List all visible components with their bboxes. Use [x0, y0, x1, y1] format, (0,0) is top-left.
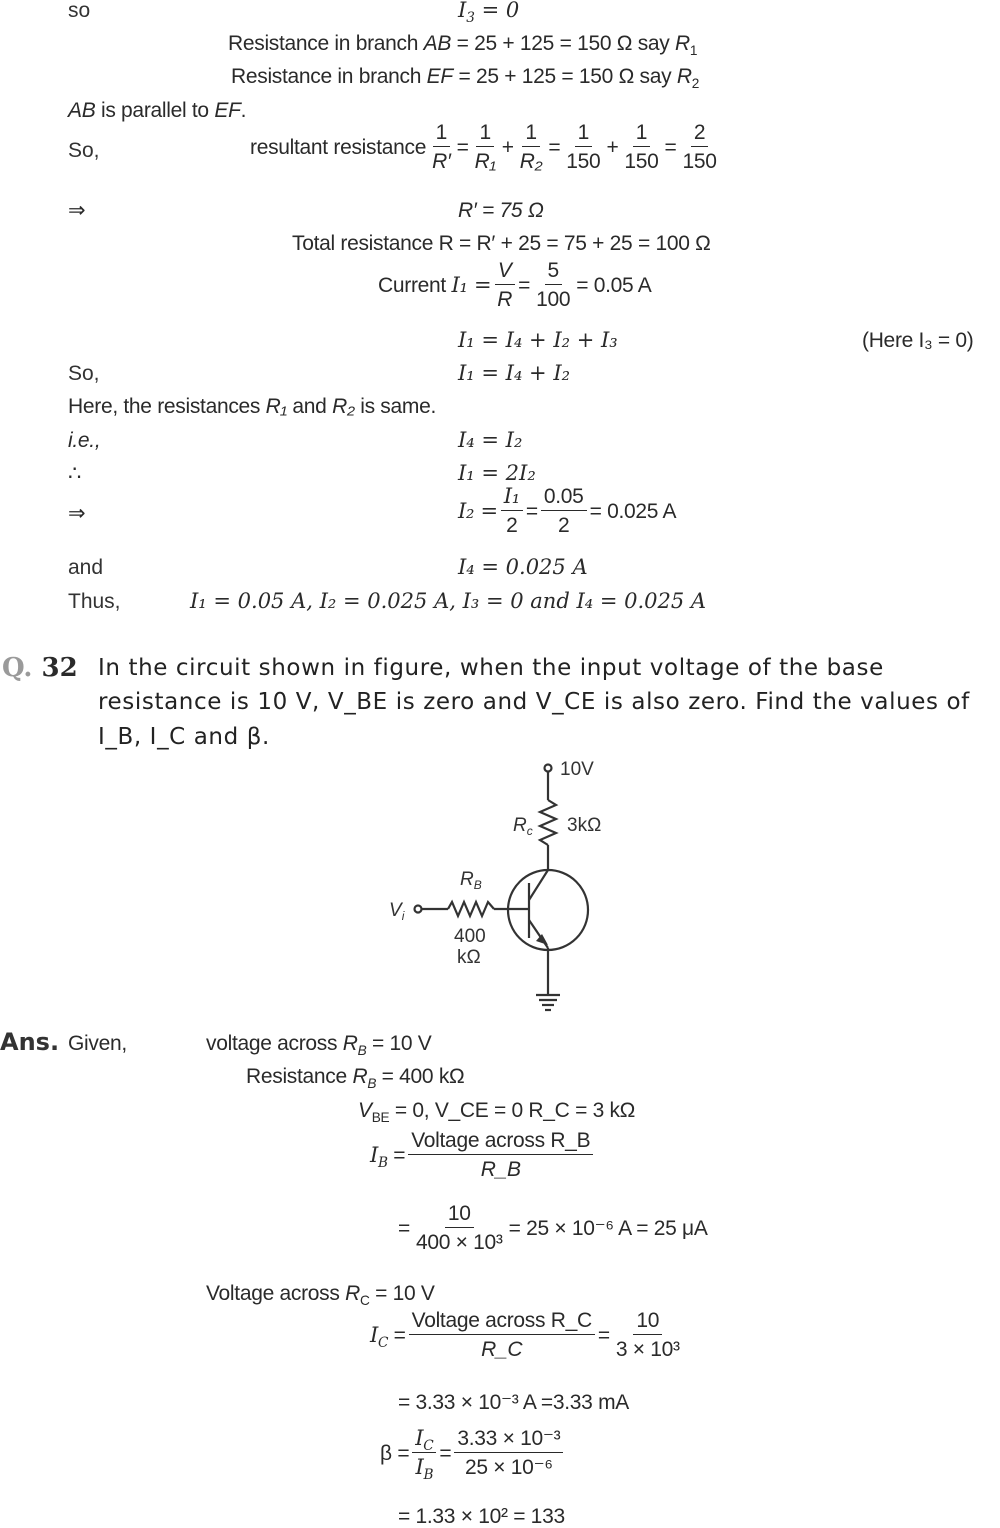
eq-i4-i2: I₄ = I₂ — [458, 428, 523, 452]
beta-result: = 1.33 × 10² = 133 — [398, 1505, 565, 1528]
current-text: Current — [378, 273, 446, 297]
circuit-svg — [370, 750, 630, 1020]
branch-ef-line — [231, 65, 700, 91]
eq-summary: I₁ = 0.05 A, I₂ = 0.025 A, I₃ = 0 and I₄ = 0.025 A — [190, 589, 707, 613]
current-lhs: I₁ = — [451, 272, 492, 297]
fraction: $\frac{0.05}{2}$ — [541, 486, 587, 536]
supply-terminal-icon — [545, 765, 552, 772]
branch-ef-sub: 2 — [691, 75, 700, 91]
ic-result: = 3.33 × 10⁻³ A =3.33 mA — [398, 1391, 629, 1414]
rc-label: $R_c$ — [513, 815, 533, 838]
question-number: 32 — [41, 653, 78, 683]
fraction: $\frac{\text{Voltage across R\_B}}{R\_B}$ — [408, 1130, 593, 1180]
branch-ef-name: EF — [426, 65, 453, 88]
parallel-b: EF — [214, 99, 241, 122]
i2-equation: I₂ = $\frac{\text{I₁}}{2}$ = $\frac{0.05}{2}$ = 0.025 A — [458, 484, 677, 537]
beta-equation: β = $\frac{I_C}{I_B}$ = $\frac{\text{3.33 × 10⁻³}}{\text{25 × 10⁻⁶}}$ — [380, 1428, 566, 1478]
ib-result: = 25 × 10⁻⁶ A = 25 μA — [508, 1216, 708, 1240]
current-result: = 0.05 A — [576, 273, 652, 297]
fraction: $\frac{\text{Voltage across R\_C}}{R\_C}$ — [409, 1310, 595, 1360]
branch-ab-sub: 1 — [689, 42, 698, 58]
thus-label: Thus, — [68, 590, 121, 613]
fraction: $\frac{1}{150}$ — [566, 121, 601, 173]
branch-ab-expr: = 25 + 125 = 150 Ω say — [456, 32, 670, 55]
eq-i4: I₄ = 0.025 A — [458, 555, 588, 579]
operator: + — [501, 135, 514, 159]
i2-result: = 0.025 A — [589, 499, 677, 523]
line-label-so: so — [68, 0, 91, 22]
voltage-rc-line: Voltage across $R_C = 10$ V — [206, 1282, 435, 1308]
fraction: $\frac{1}{\text{R₂}}$ — [519, 121, 543, 173]
eq-i1-2i2: I₁ = 2I₂ — [458, 461, 536, 485]
operator: + — [606, 135, 619, 159]
rc-resistor-icon — [540, 800, 556, 845]
parallel-a: AB — [68, 99, 96, 122]
voltage-rb-line: voltage across $R_B = 10$ V — [206, 1032, 432, 1058]
i2-lhs: I₂ = — [458, 498, 498, 523]
question-line-3: I_B, I_C and β. — [98, 724, 270, 750]
branch-ef-text: Resistance in branch — [231, 65, 422, 88]
operator: = — [456, 135, 469, 159]
operator: = — [664, 135, 677, 159]
question-line-2: resistance is 10 V, V_BE is zero and V_CE is also zero. Find the values of — [98, 689, 970, 715]
fraction: $\frac{1}{R'}$ — [432, 121, 451, 173]
rc-value: 3kΩ — [567, 815, 602, 836]
rb-label: $R_B$ — [460, 869, 482, 892]
rb-value-1: 400 — [454, 926, 486, 947]
parallel-mid: is parallel to — [95, 99, 215, 122]
ie-label: i.e., — [68, 429, 101, 452]
eq-kcl: I₁ = I₄ + I₂ + I₃ — [458, 328, 618, 352]
transistor-circuit-diagram — [370, 750, 630, 1020]
given-label: Given, — [68, 1032, 127, 1055]
fraction: $\frac{5}{100}$ — [536, 259, 571, 311]
and-label: and — [68, 556, 104, 579]
answer-label: Ans. — [0, 1028, 60, 1056]
resultant-text: resultant resistance — [250, 135, 427, 159]
branch-ef-result: R — [676, 65, 692, 88]
ib-step: = $\frac{10}{\text{400 × 10³}}$ = 25 × 10⁻⁶ A = 25 μA — [398, 1202, 708, 1254]
so-label-2: So, — [68, 139, 100, 162]
branch-ef-expr: = 25 + 125 = 150 Ω say — [458, 65, 672, 88]
rb-value-2: kΩ — [457, 947, 481, 968]
input-terminal-icon — [415, 906, 422, 913]
input-label: $V_i$ — [389, 900, 405, 923]
fraction: $\frac{10}{\text{3 × 10³}}$ — [615, 1309, 680, 1361]
implies-icon-2: ⇒ — [68, 502, 86, 525]
resistance-rb-line: Resistance $R_B = 400$ kΩ — [246, 1065, 465, 1091]
ic-equation: $I_C$ = $\frac{\text{Voltage across R\_C}}{R\_C}$ = $\frac{10}{\text{3 × 10³}}$ — [370, 1310, 686, 1360]
branch-ab-line — [228, 32, 698, 58]
emitter-arrow-icon — [536, 934, 548, 945]
fraction: $\frac{\text{I₁}}{2}$ — [501, 486, 523, 536]
resultant-equation — [250, 122, 723, 172]
parallel-line — [68, 100, 246, 121]
same-resistance-line: Here, the resistances R₁ and R₂ is same. — [68, 395, 436, 418]
fraction: $\frac{\text{3.33 × 10⁻³}}{\text{25 × 10⁻⁶}}$ — [454, 1428, 563, 1478]
therefore-icon: ∴ — [68, 462, 82, 485]
eq-i3-zero: $I_3 = 0$ — [458, 0, 520, 26]
question-line-1: In the circuit shown in figure, when the input voltage of the base — [98, 655, 884, 681]
ib-equation: $I_B$ = $\frac{\text{Voltage across R\_B}}{R\_B}$ — [370, 1130, 596, 1180]
fraction: $\frac{2}{150}$ — [682, 121, 717, 173]
parallel-end: . — [240, 99, 247, 122]
fraction: $\frac{V}{R}$ — [494, 260, 515, 310]
question-badge: Q. 32 — [2, 653, 78, 683]
beta-symbol: β — [380, 1441, 392, 1465]
eq-kcl2: I₁ = I₄ + I₂ — [458, 361, 571, 385]
branch-ab-name: AB — [423, 32, 452, 55]
fraction: $\frac{10}{\text{400 × 10³}}$ — [415, 1202, 503, 1254]
branch-ab-result: R — [675, 32, 690, 55]
total-resistance-line: Total resistance R = R′ + 25 = 75 + 25 = 100 Ω — [292, 232, 711, 255]
fraction: $\frac{I_C}{I_B}$ — [412, 1428, 436, 1478]
operator: = — [548, 135, 561, 159]
eq-r-prime: R′ = 75 Ω — [458, 199, 544, 222]
kcl-note: (Here I₃ = 0) — [862, 329, 974, 352]
fraction: $\frac{1}{150}$ — [624, 121, 659, 173]
current-equation: Current I₁ = $\frac{V}{R}$ = $\frac{5}{100}$ = 0.05 A — [378, 259, 652, 311]
fraction: $\frac{1}{\text{R₁}}$ — [474, 121, 496, 173]
implies-icon: ⇒ — [68, 199, 86, 222]
branch-ab-text: Resistance in branch — [228, 32, 419, 55]
so-label-3: So, — [68, 362, 100, 385]
rb-resistor-icon — [448, 902, 494, 916]
supply-label: 10V — [560, 759, 594, 780]
vbe-vce-line: $V_{BE} = 0$, V_CE = 0 R_C = 3 kΩ — [358, 1099, 636, 1125]
